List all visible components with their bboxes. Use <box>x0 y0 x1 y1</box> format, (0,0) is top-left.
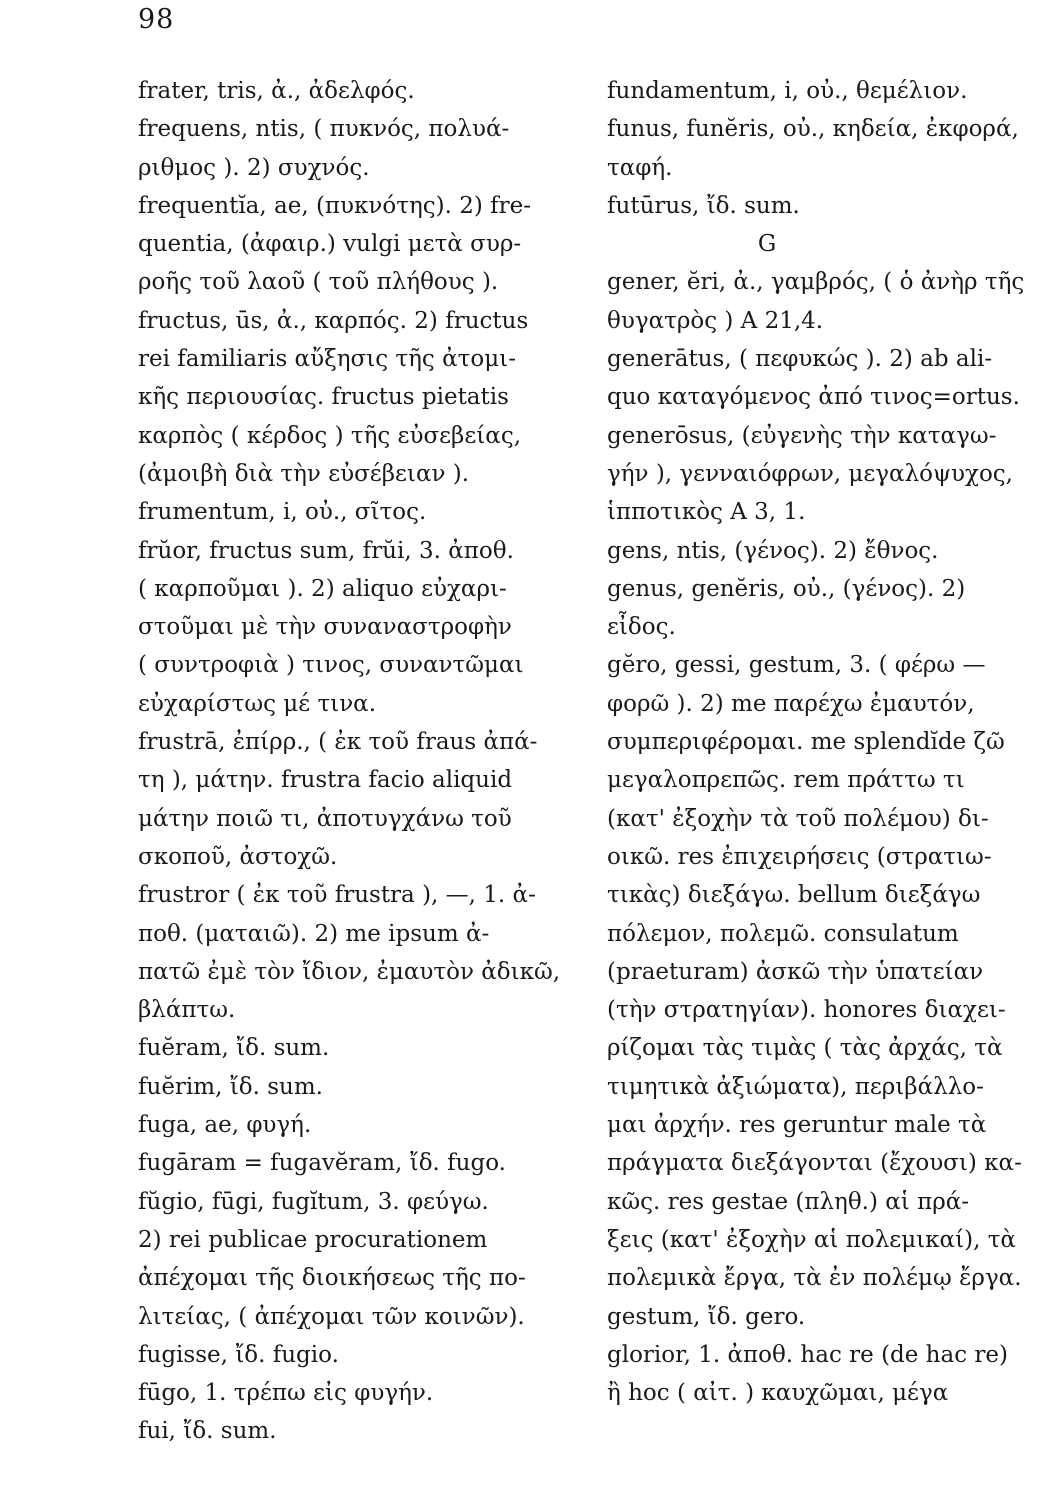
dictionary-line: fui, ἴδ. sum. <box>138 1418 277 1445</box>
dictionary-line: κῶς. res gestae (πληθ.) αἱ πρά- <box>607 1188 970 1215</box>
dictionary-line: funus, funĕris, οὐ., κηδεία, ἐκφορά, <box>607 116 1019 143</box>
right-column <box>607 72 1047 1412</box>
dictionary-line: fŭgio, fūgi, fugĭtum, 3. φεύγω. <box>138 1188 489 1215</box>
dictionary-line: πατῶ ἐμὲ τὸν ἴδιον, ἐμαυτὸν ἀδικῶ, <box>138 958 561 985</box>
dictionary-line: σκοποῦ, ἀστοχῶ. <box>138 843 338 870</box>
dictionary-line: λιτείας, ( ἀπέχομαι τῶν κοινῶν). <box>138 1303 525 1330</box>
dictionary-line: πολεμικὰ ἔργα, τὰ ἐν πολέμῳ ἔργα. <box>607 1265 1022 1292</box>
dictionary-line: (κατ' ἐξοχὴν τὰ τοῦ πολέμου) δι- <box>607 805 989 832</box>
dictionary-line: frequens, ntis, ( πυκνός, πολυά- <box>138 116 510 143</box>
dictionary-line: 2) rei publicae procurationem <box>138 1226 488 1253</box>
dictionary-line: ριθμος ). 2) συχνός. <box>138 154 370 181</box>
dictionary-line: φορῶ ). 2) me παρέχω ἐμαυτόν, <box>607 690 975 717</box>
dictionary-line: frustrā, ἐπίρρ., ( ἐκ τοῦ fraus ἀπά- <box>138 729 538 756</box>
dictionary-line: frŭor, fructus sum, frŭi, 3. ἀποθ. <box>138 537 514 564</box>
dictionary-line: μάτην ποιῶ τι, ἀποτυγχάνω τοῦ <box>138 805 512 832</box>
dictionary-line: ( συντροφιὰ ) τινος, συναντῶμαι <box>138 652 524 679</box>
dictionary-line: στοῦμαι μὲ τὴν συναναστροφὴν <box>138 614 512 641</box>
dictionary-line: gestum, ἴδ. gero. <box>607 1303 806 1330</box>
dictionary-line: fructus, ūs, ἀ., καρπός. 2) fructus <box>138 307 529 334</box>
dictionary-line: ἱπποτικὸς Α 3, 1. <box>607 499 806 526</box>
dictionary-line: fuĕrim, ἴδ. sum. <box>138 1073 323 1100</box>
dictionary-line: quentia, (ἀφαιρ.) vulgi μετὰ συρ- <box>138 231 522 258</box>
dictionary-line: fuĕram, ἴδ. sum. <box>138 1035 330 1062</box>
dictionary-line: ξεις (κατ' ἐξοχὴν αἱ πολεμικαί), τὰ <box>607 1226 1016 1253</box>
dictionary-line: συμπεριφέρομαι. me splendĭde ζῶ <box>607 729 1005 756</box>
dictionary-line: μαι ἀρχήν. res geruntur male τὰ <box>607 1112 987 1139</box>
dictionary-line: gĕro, gessi, gestum, 3. ( φέρω — <box>607 652 986 679</box>
dictionary-line: τη ), μάτην. frustra facio aliquid <box>138 767 513 794</box>
dictionary-line: ρίζομαι τὰς τιμὰς ( τὰς ἀρχάς, τὰ <box>607 1035 1003 1062</box>
dictionary-line: ταφή. <box>607 154 673 181</box>
dictionary-line: fugāram = fugavĕram, ἴδ. fugo. <box>138 1150 506 1177</box>
dictionary-line: καρπὸς ( κέρδος ) τῆς εὐσεβείας, <box>138 422 522 449</box>
dictionary-line: rei familiaris αὔξησις τῆς ἀτομι- <box>138 346 516 373</box>
dictionary-line: θυγατρὸς ) Α 21,4. <box>607 307 824 334</box>
dictionary-line: generōsus, (εὐγενὴς τὴν καταγω- <box>607 422 997 449</box>
dictionary-line: τιμητικὰ ἀξιώματα), περιβάλλο- <box>607 1073 984 1100</box>
dictionary-line: γήν ), γενναιόφρων, μεγαλόψυχος, <box>607 460 1013 487</box>
dictionary-line: κῆς περιουσίας. fructus pietatis <box>138 384 509 411</box>
page-number: 98 <box>138 4 175 35</box>
dictionary-line: ροῆς τοῦ λαοῦ ( τοῦ πλήθους ). <box>138 269 499 296</box>
dictionary-line: ἀπέχομαι τῆς διοικήσεως τῆς πο- <box>138 1265 526 1292</box>
dictionary-line: (τὴν στρατηγίαν). honores διαχει- <box>607 997 1006 1024</box>
dictionary-line: fundamentum, i, οὐ., θεμέλιον. <box>607 78 968 104</box>
dictionary-line: ( καρποῦμαι ). 2) aliquo εὐχαρι- <box>138 575 507 602</box>
dictionary-line: μεγαλοπρεπῶς. rem πράττω τι <box>607 767 965 794</box>
dictionary-line: ποθ. (ματαιῶ). 2) me ipsum ἀ- <box>138 920 490 947</box>
dictionary-line: (praeturam) ἀσκῶ τὴν ὑπατείαν <box>607 958 984 985</box>
dictionary-line: εὐχαρίστως μέ τινα. <box>138 690 377 717</box>
dictionary-line: εἶδος. <box>607 614 676 641</box>
dictionary-line: genus, genĕris, οὐ., (γένος). 2) <box>607 575 966 602</box>
dictionary-line: quo καταγόμενος ἀπό τινος=ortus. <box>607 384 1020 411</box>
dictionary-line: frumentum, i, οὐ., σῖτος. <box>138 499 427 526</box>
dictionary-line: frater, tris, ἀ., ἀδελφός. <box>138 78 415 104</box>
dictionary-line: generātus, ( πεφυκώς ). 2) ab ali- <box>607 346 993 373</box>
dictionary-line: gens, ntis, (γένος). 2) ἔθνος. <box>607 537 939 564</box>
dictionary-line: fuga, ae, φυγή. <box>138 1112 312 1139</box>
dictionary-line: βλάπτω. <box>138 997 236 1024</box>
dictionary-line: frequentĭa, ae, (πυκνότης). 2) fre- <box>138 192 532 219</box>
dictionary-line: glorior, 1. ἀποθ. hac re (de hac re) <box>607 1341 1008 1368</box>
dictionary-line: fugisse, ἴδ. fugio. <box>138 1341 339 1368</box>
dictionary-line: frustror ( ἐκ τοῦ frustra ), —, 1. ἀ- <box>138 882 536 909</box>
dictionary-line: (ἀμοιβὴ διὰ τὴν εὐσέβειαν ). <box>138 460 470 487</box>
section-letter: G <box>757 231 777 258</box>
dictionary-line: ἢ hoc ( αἰτ. ) καυχῶμαι, μέγα <box>607 1380 949 1407</box>
dictionary-line: πράγματα διεξάγονται (ἔχουσι) κα- <box>607 1150 1022 1177</box>
left-column <box>138 72 578 1451</box>
dictionary-line: τικὰς) διεξάγω. bellum διεξάγω <box>607 882 981 909</box>
dictionary-line: fūgo, 1. τρέπω εἰς φυγήν. <box>138 1380 434 1407</box>
dictionary-line: πόλεμον, πολεμῶ. consulatum <box>607 920 959 947</box>
dictionary-line: οικῶ. res ἐπιχειρήσεις (στρατιω- <box>607 843 992 870</box>
dictionary-line: gener, ĕri, ἀ., γαμβρός, ( ὁ ἀνὴρ τῆς <box>607 269 1025 296</box>
dictionary-line: futūrus, ἴδ. sum. <box>607 192 800 219</box>
